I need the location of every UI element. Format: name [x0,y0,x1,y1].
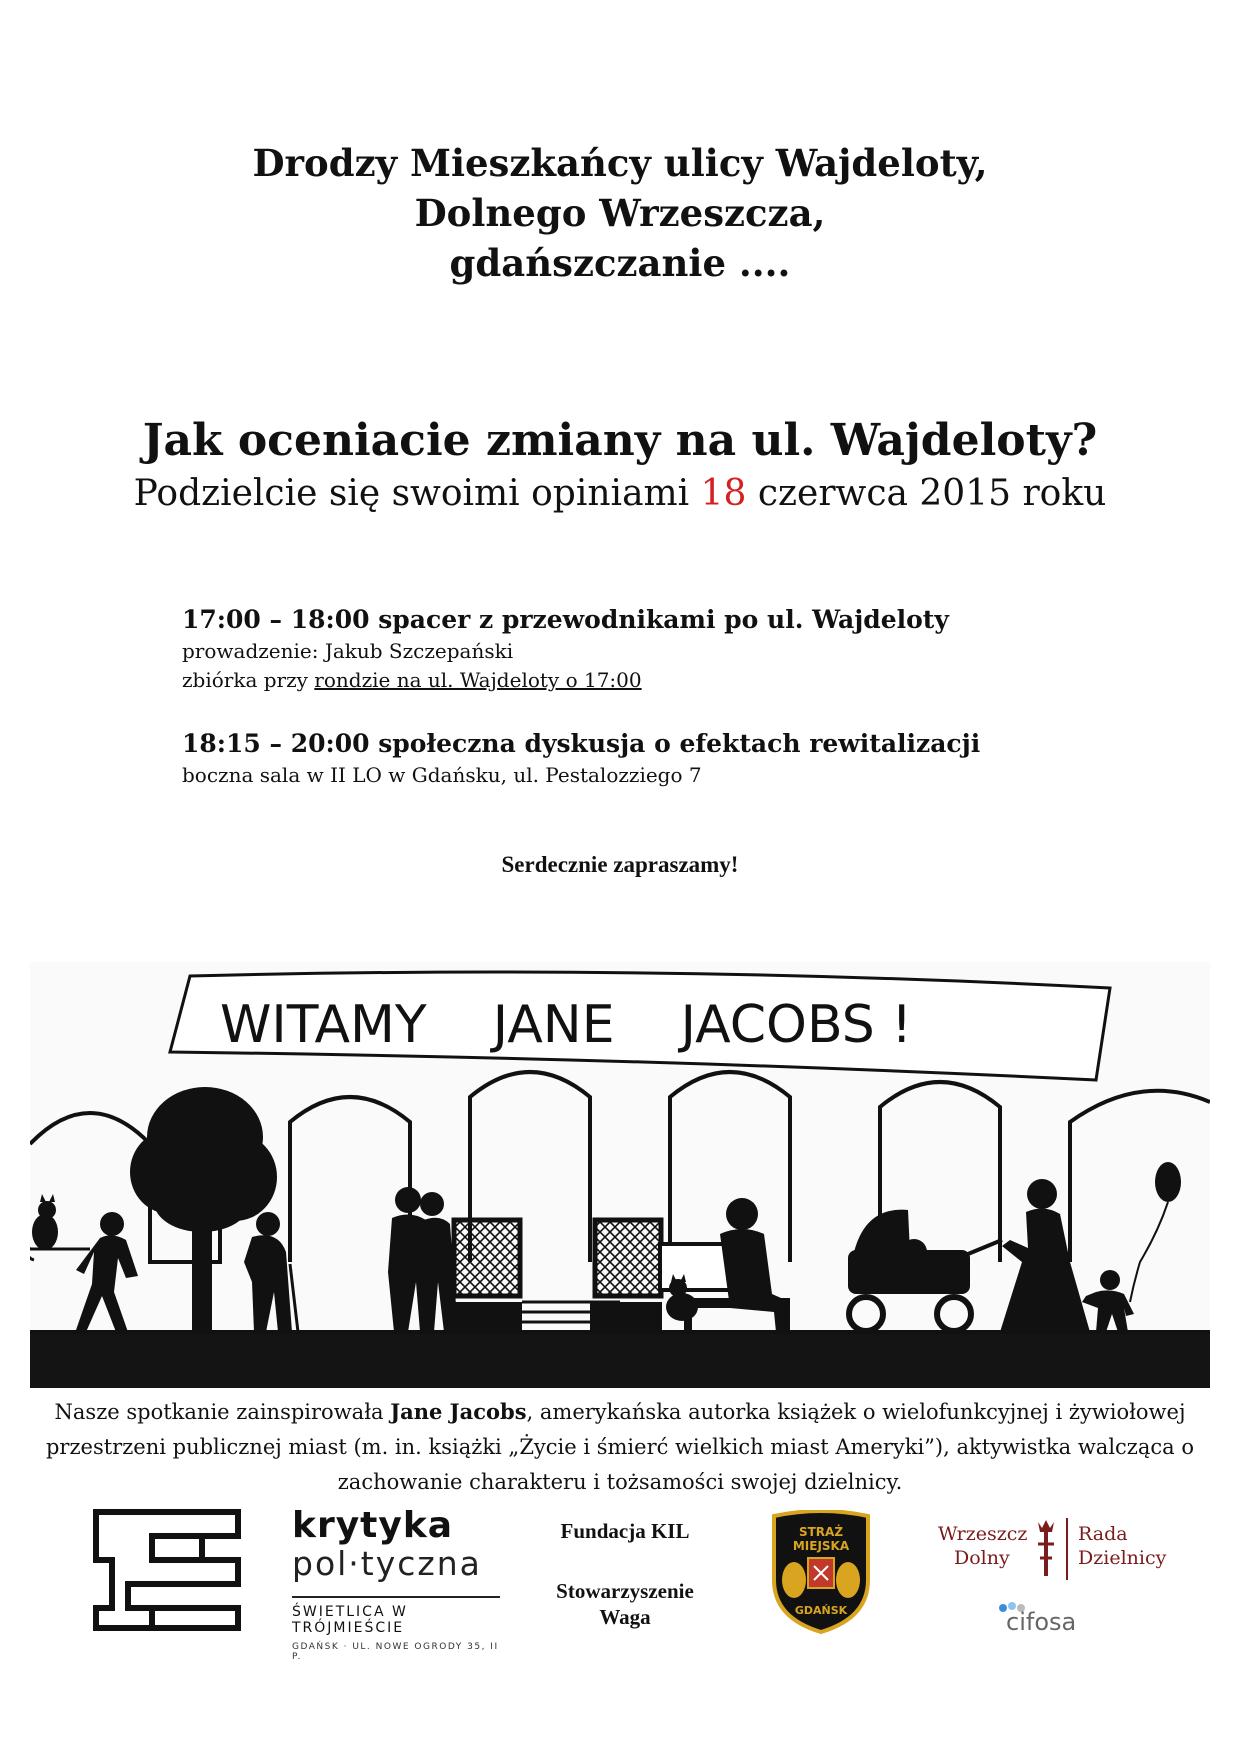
schedule-walk-meeting [182,666,1182,695]
street-illustration [30,962,1210,1388]
rada-dzielnicy [1078,1522,1166,1570]
wrzeszcz-dolny [938,1522,1027,1570]
about-paragraph [40,1394,1200,1500]
fundacja-kil: Fundacja KIL [560,1519,690,1543]
partner-organizations [532,1518,718,1630]
stowarzyszenie-line-1: Stowarzyszenie [556,1579,694,1603]
ground [30,1330,1210,1388]
meeting-place: rondzie na ul. Wajdeloty o 17:00 [314,668,642,692]
rada-divider [1066,1518,1068,1580]
straz-miejska-badge [764,1510,878,1636]
schedule-discussion-place: boczna sala w II LO w Gdańsku, ul. Pestalozziego 7 [182,763,702,787]
schedule-discussion-title: 18:15 – 20:00 społeczna dyskusja o efektach rewitalizacji [182,729,981,758]
subtitle-prefix: Podzielcie się swoimi opiniami [133,473,701,514]
greeting-line-1: Drodzy Mieszkańcy ulicy Wajdeloty, [252,141,988,185]
headline-subtitle [0,470,1240,518]
schedule-walk-guide: prowadzenie: Jakub Szczepański [182,639,514,663]
district-crest-icon [1034,1518,1058,1580]
about-intro: Nasze spotkanie zainspirowała [54,1400,391,1424]
about-jane-jacobs: Jane Jacobs [390,1399,527,1424]
badge-bottom: GDAŃSK [794,1604,848,1617]
maze-logo [92,1508,242,1632]
stowarzyszenie-line-2: Waga [599,1605,651,1629]
schedule-item-walk [182,603,1182,695]
subtitle-suffix: czerwca 2015 roku [746,473,1107,514]
gate-left [454,1220,520,1296]
swietlica-address: GDAŃSK · UL. NOWE OGRODY 35, II P. [292,1642,499,1662]
headline-question: Jak oceniacie zmiany na ul. Wajdeloty? [142,415,1098,466]
greeting [0,138,1240,288]
banner-text: WITAMY JANE JACOBS ! [220,995,913,1055]
cifosa-logo [996,1600,1096,1640]
swietlica-label: ŚWIETLICA W TRÓJMIEŚCIE [292,1596,500,1636]
polityczna-word: pol·tyczna [292,1544,482,1583]
wrzeszcz-rada-logo [938,1518,1167,1588]
krytyka-word: krytyka [292,1505,454,1546]
meeting-prefix: zbiórka przy [182,668,315,692]
schedule-item-discussion [182,727,1182,790]
invite-text: Serdecznie zapraszamy! [501,852,739,877]
greeting-line-2: Dolnego Wrzeszcza, [414,191,826,235]
subtitle-day: 18 [700,473,747,514]
dzielnicy-word: Dzielnicy [1078,1547,1167,1569]
about-rest: , amerykańska autorka książek o wielofunkcyjnej i żywiołowej przestrzeni publicznej miast (m. in. książki „Życie i śmierć wielkich miast Ameryki”), aktywistka walcząca o zachowanie charakteru i tożsamości swojej dzielnicy. [45,1400,1194,1494]
krytyka-polityczna-logo [292,1506,500,1662]
rada-word: Rada [1078,1523,1128,1545]
dolny-word: Dolny [954,1547,1010,1569]
greeting-line-3: gdańszczanie .... [449,241,791,285]
gate-right [595,1220,661,1296]
badge-top: STRAŻ [798,1525,844,1539]
cifosa-word: cifosa [1006,1608,1077,1636]
schedule-walk-title: 17:00 – 18:00 spacer z przewodnikami po ul. Wajdeloty [182,605,949,634]
wrzeszcz-word: Wrzeszcz [938,1523,1028,1545]
badge-middle: MIEJSKA [792,1539,850,1553]
